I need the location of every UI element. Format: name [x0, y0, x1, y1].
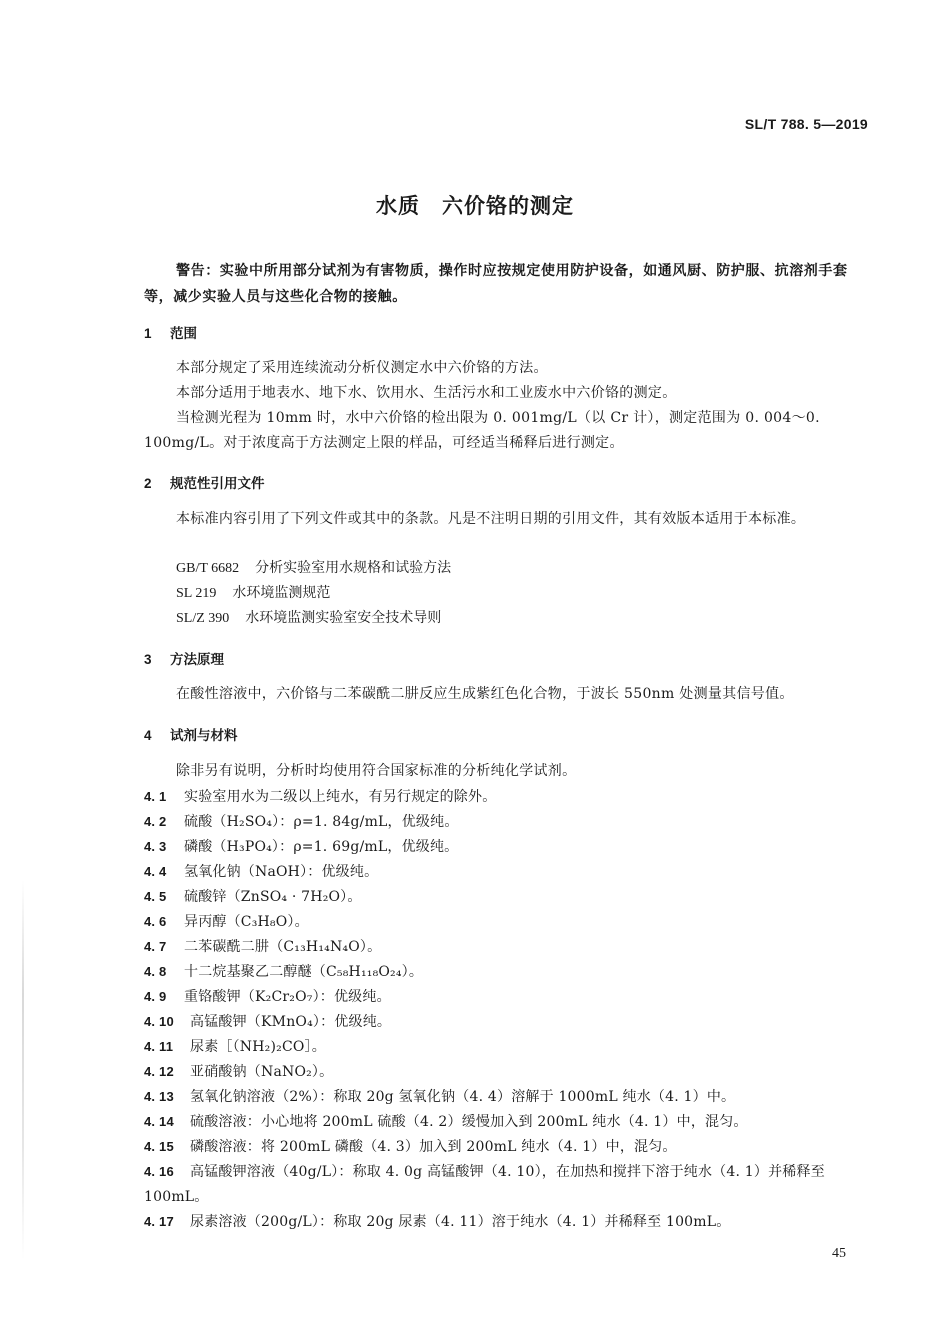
section-number: 3	[144, 652, 152, 667]
reagent-item	[144, 834, 870, 860]
section-3-paragraph-1: 在酸性溶液中，六价铬与二苯碳酰二肼反应生成紫红色化合物，于波长 550nm 处测量其信号值。	[176, 686, 794, 702]
item-text: 亚硝酸钠（NaNO₂）。	[190, 1064, 334, 1080]
section-1-heading	[144, 322, 197, 342]
section-1-paragraph-1: 本部分规定了采用连续流动分析仪测定水中六价铬的方法。	[176, 360, 548, 376]
reagent-item	[144, 1134, 870, 1160]
reagent-item	[144, 909, 870, 935]
item-number: 4. 2	[144, 814, 167, 829]
document-title	[0, 190, 950, 220]
item-text: 二苯碳酰二肼（C₁₃H₁₄N₄O）。	[184, 939, 382, 955]
reagent-item	[144, 1159, 870, 1210]
item-number: 4. 12	[144, 1064, 174, 1079]
section-3-heading	[144, 648, 224, 668]
warning-paragraph: 警告：实验中所用部分试剂为有害物质，操作时应按规定使用防护设备，如通风厨、防护服、抗溶剂手套等，减少实验人员与这些化合物的接触。	[144, 263, 848, 305]
item-number: 4. 16	[144, 1164, 174, 1179]
reference-code: SL 219	[176, 586, 217, 601]
reference-code: GB/T 6682	[176, 561, 240, 576]
item-number: 4. 1	[144, 789, 167, 804]
section-1-paragraph-2: 本部分适用于地表水、地下水、饮用水、生活污水和工业废水中六价铬的测定。	[176, 385, 677, 401]
section-4-intro: 除非另有说明，分析时均使用符合国家标准的分析纯化学试剂。	[176, 763, 577, 779]
item-number: 4. 5	[144, 889, 167, 904]
item-number: 4. 6	[144, 914, 167, 929]
section-2-heading	[144, 472, 265, 492]
title-part-2: 六价铬的测定	[442, 194, 574, 218]
section-title: 方法原理	[170, 652, 224, 668]
section-2-paragraph-1: 本标准内容引用了下列文件或其中的条款。凡是不注明日期的引用文件，其有效版本适用于本标准。	[176, 511, 806, 527]
reference-name: 水环境监测实验室安全技术导则	[245, 610, 442, 626]
scan-artifact-line	[22, 880, 24, 1260]
page-number: 45	[832, 1246, 846, 1261]
item-number: 4. 9	[144, 989, 167, 1004]
item-text: 硫酸（H₂SO₄）：ρ=1. 84g/mL，优级纯。	[184, 814, 459, 830]
reagent-item	[144, 959, 870, 985]
reagent-item	[144, 1009, 870, 1035]
reagent-item	[144, 1109, 870, 1135]
item-text: 氢氧化钠（NaOH）：优级纯。	[184, 864, 379, 880]
reference-name: 分析实验室用水规格和试验方法	[255, 560, 452, 576]
section-number: 1	[144, 326, 152, 341]
reference-item	[176, 606, 441, 631]
item-number: 4. 13	[144, 1089, 174, 1104]
reagent-item	[144, 1209, 870, 1235]
item-text: 异丙醇（C₃H₈O）。	[184, 914, 309, 930]
item-text: 高锰酸钾（KMnO₄）：优级纯。	[190, 1014, 392, 1030]
item-text: 实验室用水为二级以上纯水，有另行规定的除外。	[184, 789, 497, 805]
section-title: 规范性引用文件	[170, 476, 265, 492]
title-part-1: 水质	[376, 194, 420, 218]
item-text: 硫酸锌（ZnSO₄ · 7H₂O）。	[184, 889, 362, 905]
item-number: 4. 14	[144, 1114, 174, 1129]
section-number: 2	[144, 476, 152, 491]
reagent-item	[144, 884, 870, 910]
item-text: 氢氧化钠溶液（2%）：称取 20g 氢氧化钠（4. 4）溶解于 1000mL 纯水（4. 1）中。	[190, 1089, 736, 1105]
item-text: 十二烷基聚乙二醇醚（C₅₈H₁₁₈O₂₄）。	[184, 964, 424, 980]
item-number: 4. 8	[144, 964, 167, 979]
reference-item	[176, 556, 451, 581]
reference-item	[176, 581, 330, 606]
standard-code: SL/T 788. 5—2019	[744, 116, 868, 132]
item-number: 4. 10	[144, 1014, 174, 1029]
item-number: 4. 4	[144, 864, 167, 879]
item-text: 磷酸溶液：将 200mL 磷酸（4. 3）加入到 200mL 纯水（4. 1）中，混匀。	[190, 1139, 677, 1155]
item-text: 重铬酸钾（K₂Cr₂O₇）：优级纯。	[184, 989, 391, 1005]
section-title: 范围	[170, 326, 197, 342]
section-number: 4	[144, 728, 152, 743]
item-number: 4. 15	[144, 1139, 174, 1154]
reagent-item	[144, 784, 870, 810]
item-text: 高锰酸钾溶液（40g/L）：称取 4. 0g 高锰酸钾（4. 10），在加热和搅拌下溶于纯水（4. 1）并稀释至 100mL。	[144, 1164, 825, 1205]
section-title: 试剂与材料	[170, 728, 238, 744]
item-number: 4. 17	[144, 1214, 174, 1229]
item-text: 尿素［（NH₂)₂CO］。	[190, 1039, 326, 1055]
reagent-item	[144, 934, 870, 960]
reagent-item	[144, 1084, 870, 1110]
reference-name: 水环境监测规范	[232, 585, 331, 601]
section-4-heading	[144, 724, 238, 744]
reagent-item	[144, 809, 870, 835]
reagent-item	[144, 984, 870, 1010]
reagent-item	[144, 1034, 870, 1060]
item-number: 4. 7	[144, 939, 167, 954]
item-number: 4. 11	[144, 1039, 174, 1054]
reagent-item	[144, 859, 870, 885]
item-text: 磷酸（H₃PO₄）：ρ=1. 69g/mL，优级纯。	[184, 839, 459, 855]
item-number: 4. 3	[144, 839, 167, 854]
item-text: 尿素溶液（200g/L）：称取 20g 尿素（4. 11）溶于纯水（4. 1）并稀释至 100mL。	[190, 1214, 731, 1230]
reagent-item	[144, 1059, 870, 1085]
item-text: 硫酸溶液：小心地将 200mL 硫酸（4. 2）缓慢加入到 200mL 纯水（4. 1）中，混匀。	[190, 1114, 748, 1130]
reference-code: SL/Z 390	[176, 611, 230, 626]
section-1-paragraph-3: 当检测光程为 10mm 时，水中六价铬的检出限为 0. 001mg/L（以 Cr 计），测定范围为 0. 004～0. 100mg/L。对于浓度高于方法测定上限的样品，可经适当稀释后进行测定。	[144, 410, 820, 451]
